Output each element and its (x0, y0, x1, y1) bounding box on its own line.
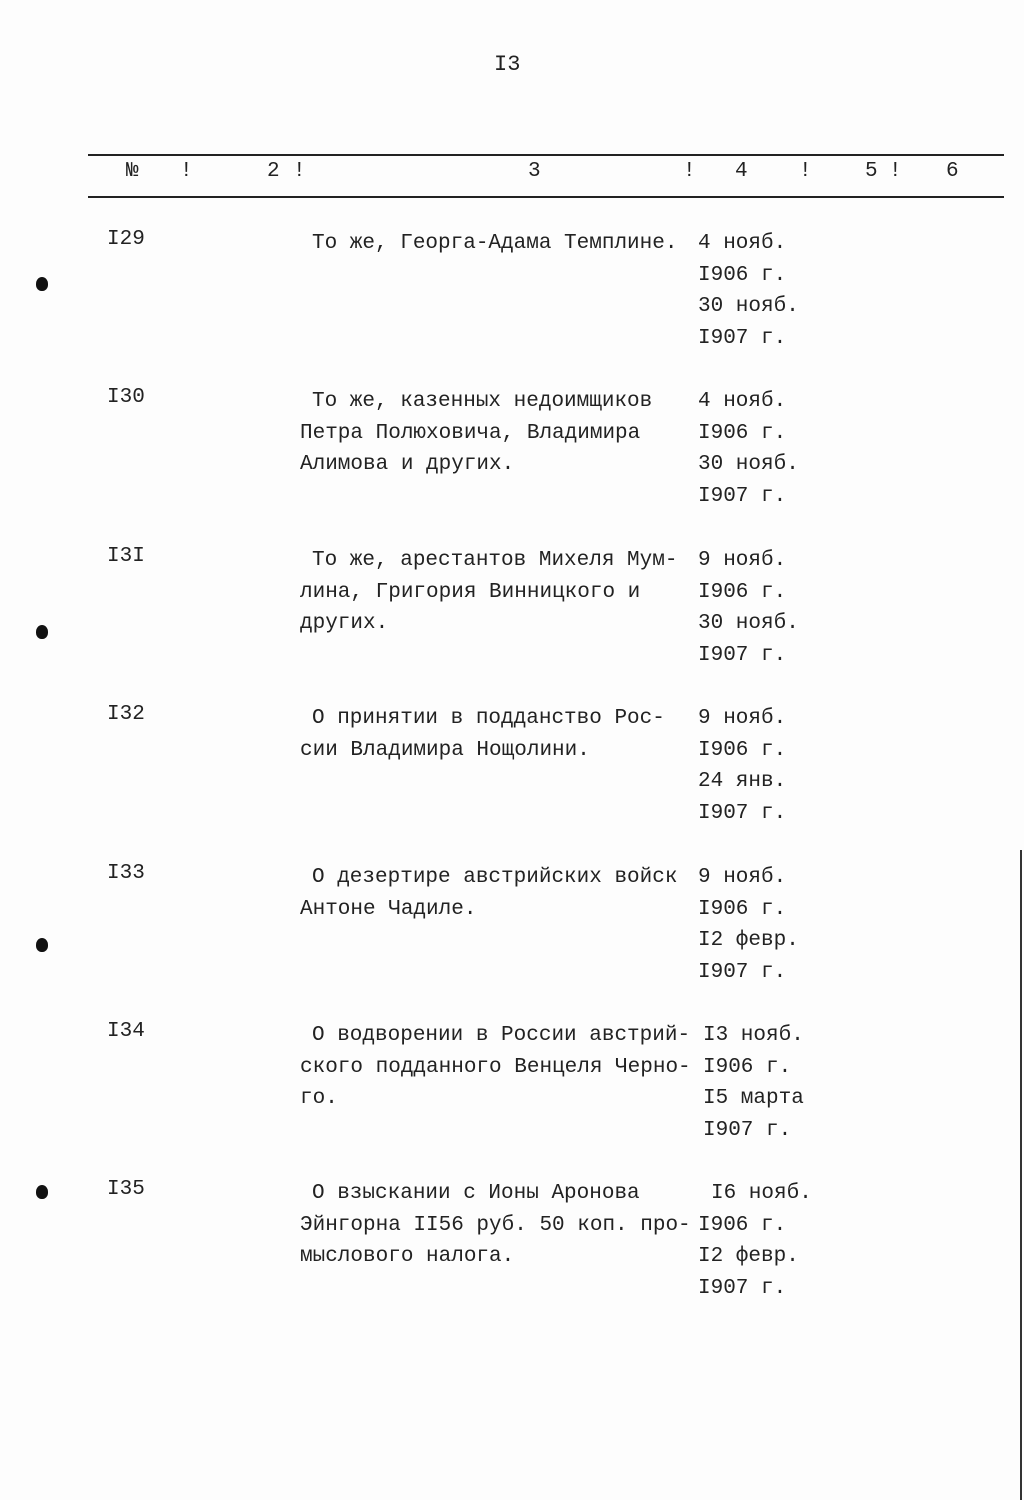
date-line: 30 нояб. (698, 612, 799, 636)
date-line: I906 г. (698, 421, 787, 445)
entry-number: I32 (107, 703, 145, 726)
date-line: 9 нояб. (698, 707, 787, 730)
entry-number: I35 (107, 1178, 145, 1201)
header-sep: ! (799, 160, 812, 183)
date-line: I906 г. (698, 1213, 787, 1237)
punch-hole-mark (36, 1185, 48, 1199)
punch-hole-mark (36, 277, 48, 291)
header-col-2: 2 (267, 160, 280, 183)
date-line: I906 г. (703, 1055, 792, 1079)
date-line: 4 нояб. (698, 232, 787, 255)
page-edge (1020, 850, 1022, 1500)
description-line: О водворении в России австрий- (312, 1024, 691, 1047)
entry-dates (698, 703, 786, 829)
header-sep: ! (683, 160, 696, 183)
date-line: I3 нояб. (703, 1024, 804, 1047)
date-line: I907 г. (698, 960, 787, 984)
punch-hole-mark (36, 938, 48, 952)
entry-description (300, 1020, 691, 1115)
entry-number: I30 (107, 386, 145, 409)
entry-number: I29 (107, 228, 145, 251)
date-line: 9 нояб. (698, 549, 787, 572)
date-line: I5 марта (703, 1087, 804, 1111)
description-line: других. (300, 612, 389, 636)
header-col-4: 4 (735, 160, 748, 183)
page-number: I3 (494, 52, 521, 77)
description-line: мыслового налога. (300, 1245, 515, 1269)
description-line: О взыскании с Ионы Аронова (312, 1182, 640, 1205)
header-sep: ! (889, 160, 902, 183)
table-row (0, 1020, 1024, 1160)
table-row (0, 703, 1024, 843)
date-line: I907 г. (703, 1118, 792, 1142)
date-line: 24 янв. (698, 770, 787, 794)
description-line: ского подданного Венцеля Черно- (300, 1055, 691, 1079)
date-line: I907 г. (698, 326, 787, 350)
description-line: Алимова и других. (300, 453, 515, 477)
date-line: I907 г. (698, 484, 787, 508)
date-line: 9 нояб. (698, 866, 787, 889)
date-line: I907 г. (698, 801, 787, 825)
date-line: 30 нояб. (698, 295, 799, 319)
description-line: Эйнгорна II56 руб. 50 коп. про- (300, 1213, 691, 1237)
entry-description (300, 386, 652, 481)
entry-dates (703, 1020, 804, 1146)
date-line: I2 февр. (698, 929, 799, 953)
description-line: лина, Григория Винницкого и (300, 580, 641, 604)
date-line: 4 нояб. (698, 390, 787, 413)
date-line: I906 г. (698, 897, 787, 921)
date-line: I906 г. (698, 738, 787, 762)
entry-number: I3I (107, 545, 145, 568)
date-line: I2 февр. (698, 1245, 799, 1269)
header-col-3: 3 (528, 160, 541, 183)
entry-dates (698, 862, 799, 988)
table-row (0, 1178, 1024, 1318)
header-col-6: 6 (946, 160, 959, 183)
entry-dates (698, 228, 799, 354)
header-col-1: № (126, 160, 139, 183)
entry-dates (698, 545, 799, 671)
date-line: I907 г. (698, 1276, 787, 1300)
date-line: I906 г. (698, 580, 787, 604)
entry-dates (698, 1178, 812, 1304)
entry-description (300, 228, 677, 260)
header-sep: ! (180, 160, 193, 183)
date-line: I907 г. (698, 643, 787, 667)
description-line: О принятии в подданство Рос- (312, 707, 665, 730)
description-line: О дезертире австрийских войск (312, 866, 678, 889)
table-row (0, 862, 1024, 1002)
description-line: То же, Георга-Адама Темплине. (312, 232, 678, 255)
description-line: Антоне Чадиле. (300, 897, 477, 921)
entry-number: I33 (107, 862, 145, 885)
date-line: I906 г. (698, 263, 787, 287)
description-line: То же, казенных недоимщиков (312, 390, 653, 413)
header-col-5: 5 (865, 160, 878, 183)
description-line: То же, арестантов Михеля Мум- (312, 549, 678, 572)
date-line: I6 нояб. (711, 1182, 812, 1205)
table-row (0, 545, 1024, 685)
description-line: го. (300, 1087, 338, 1111)
header-sep: ! (293, 160, 306, 183)
table-bottom-rule (88, 196, 1004, 198)
punch-hole-mark (36, 625, 48, 639)
date-line: 30 нояб. (698, 453, 799, 477)
entry-description (300, 545, 677, 640)
entry-description (300, 1178, 691, 1273)
entry-description (300, 703, 665, 766)
entry-number: I34 (107, 1020, 145, 1043)
table-top-rule (88, 154, 1004, 156)
table-row (0, 386, 1024, 526)
description-line: сии Владимира Нощолини. (300, 738, 590, 762)
description-line: Петра Полюховича, Владимира (300, 421, 641, 445)
entry-dates (698, 386, 799, 512)
table-row (0, 228, 1024, 368)
entry-description (300, 862, 677, 925)
